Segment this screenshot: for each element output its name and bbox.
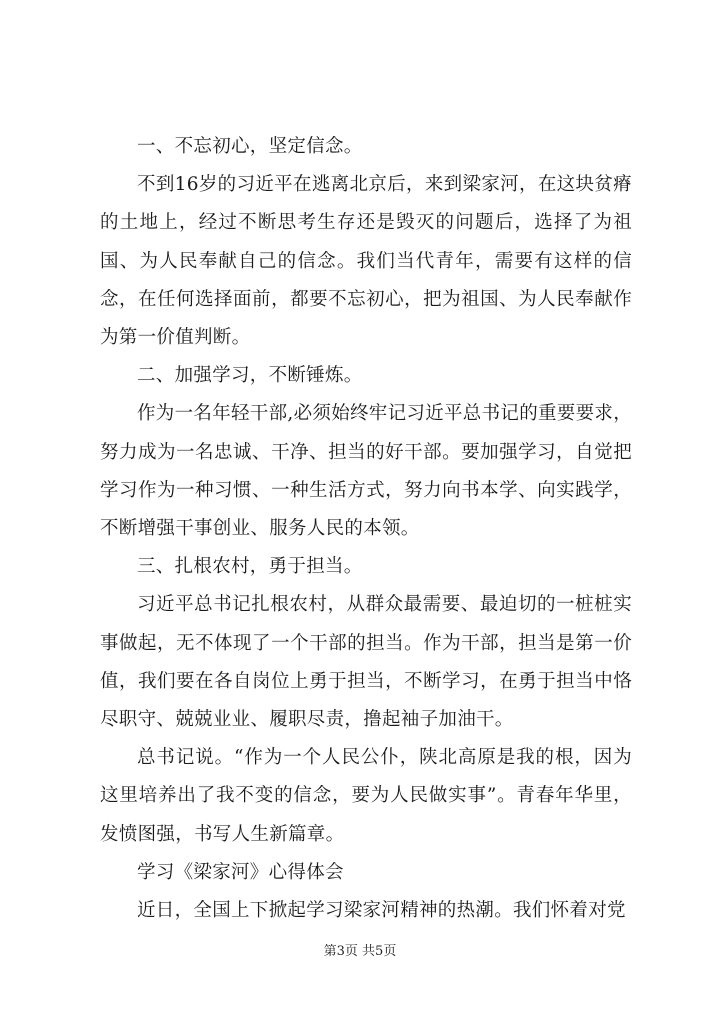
paragraph-2: 作为一名年轻干部,必须始终牢记习近平总书记的重要要求，努力成为一名忠诚、干净、担当的好干部。要加强学习，自觉把学习作为一种习惯、一种生活方式，努力向书本学、向实践学，不断增强干事创业、服务人民的本领。 [100, 403, 632, 540]
section-heading-3: 三、扎根农村，勇于担当。 [137, 556, 363, 578]
section-heading-2: 二、加强学习，不断锤炼。 [137, 365, 363, 387]
document-body [100, 128, 632, 930]
paragraph-4: 总书记说。“作为一个人民公仆，陕北高原是我的根，因为这里培养出了我不变的信念，要为人民做实事”。青春年华里，发愤图强，书写人生新篇章。 [100, 747, 632, 845]
section-heading-1: 一、不忘初心，坚定信念。 [137, 136, 363, 157]
page-footer: 第3页 共5页 [323, 944, 397, 959]
article-title: 学习《梁家河》心得体会 [137, 861, 344, 883]
paragraph-5: 近日，全国上下掀起学习梁家河精神的热潮。我们怀着对党 [137, 900, 626, 922]
paragraph-3: 习近平总书记扎根农村，从群众最需要、最迫切的一桩桩实事做起，无不体现了一个干部的担当。作为干部，担当是第一价值，我们要在各自岗位上勇于担当，不断学习，在勇于担当中恪尽职守、兢兢业业、履职尽责，撸起袖子加油干。 [100, 594, 632, 731]
paragraph-1: 不到16岁的习近平在逃离北京后，来到梁家河，在这块贫瘠的土地上，经过不断思考生存还是毁灭的问题后，选择了为祖国、为人民奉献自己的信念。我们当代青年，需要有这样的信念，在任何选择面前，都要不忘初心，把为祖国、为人民奉献作为第一价值判断。 [100, 174, 632, 349]
